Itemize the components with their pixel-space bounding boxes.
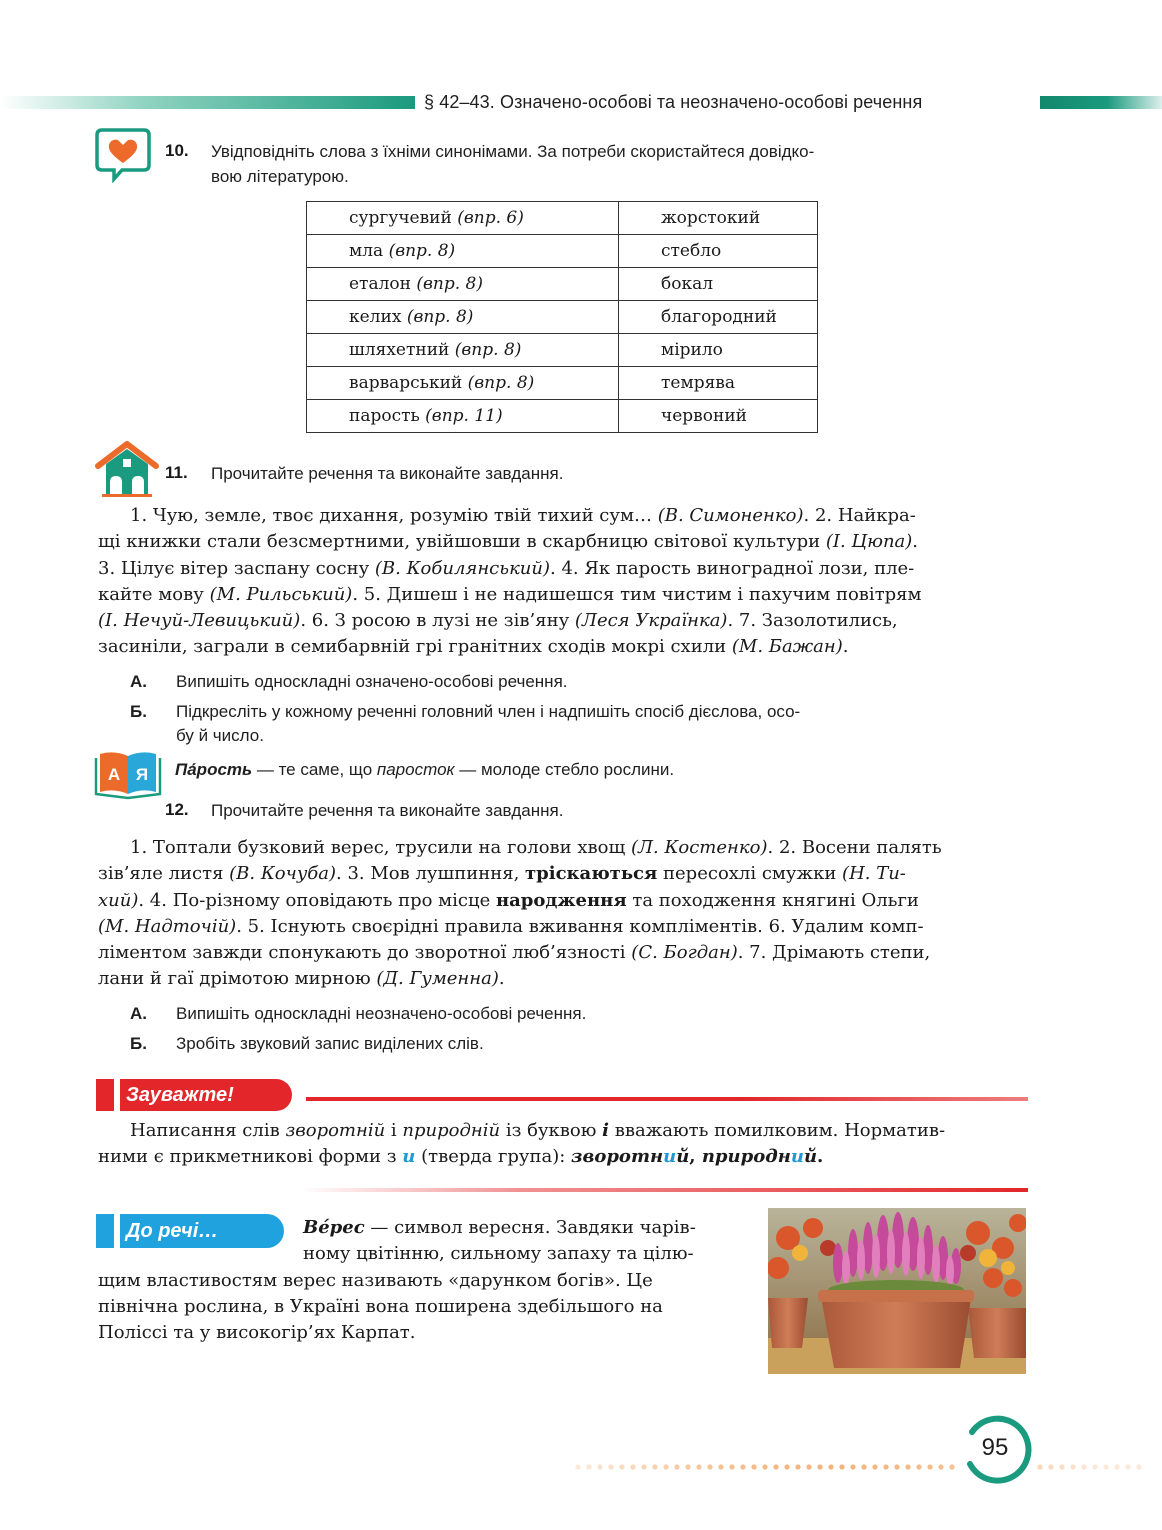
exercise-ref: (впр. 6) bbox=[457, 208, 524, 228]
table-row bbox=[307, 334, 818, 367]
house-icon bbox=[94, 440, 160, 498]
exercise-ref: (впр. 8) bbox=[416, 274, 483, 294]
task-12-sentences: 1. Топтали бузковий верес, трусили на голови хвощ (Л. Костенко). 2. Восени палять зів’яле листя (В. Кочуба). 3. Мов лушпиння, тріскаються пересохлі смужки (Н. Ти- хий). 4. По-різному оповідають про місце народження та походження княгині Ольги (М. Надточій). 5. Існують своєрідні правила вживання компліментів. 6. Удалим комп- ліментом завжди спонукають до зворотної люб’язності (С. Богдан). 7. Дрімають степи, лани й гаї дрімотою мирною (Д. Гуменна). bbox=[98, 837, 942, 990]
dictionary-entry: Па́рость — те саме, що паросток — молоде стебло рослини. bbox=[175, 760, 675, 779]
synonym-cell: благородний bbox=[619, 301, 818, 334]
page-number: 95 bbox=[981, 1434, 1009, 1461]
heather-photo bbox=[768, 1208, 1026, 1374]
synonym-cell: червоний bbox=[619, 400, 818, 433]
svg-text:Я: Я bbox=[135, 765, 149, 784]
header-decor-left bbox=[0, 96, 415, 109]
word: мла bbox=[349, 241, 384, 261]
page-number-badge bbox=[962, 1414, 1034, 1486]
synonyms-table bbox=[306, 201, 818, 433]
note-banner bbox=[96, 1079, 306, 1111]
note-rule-bottom bbox=[300, 1188, 1028, 1192]
word-cell bbox=[307, 367, 619, 400]
word-cell bbox=[307, 268, 619, 301]
exercise-ref: (впр. 8) bbox=[467, 373, 535, 393]
synonym-cell: темрява bbox=[619, 367, 818, 400]
task-11-text: Прочитайте речення та виконайте завдання. bbox=[211, 464, 564, 483]
word: сургучевий bbox=[349, 208, 452, 228]
word-cell bbox=[307, 301, 619, 334]
task-11-number: 11. bbox=[165, 463, 188, 482]
task-12-number: 12. bbox=[165, 800, 189, 819]
task-10-text-cont: вою літературою. bbox=[211, 167, 349, 186]
synonym-cell: бокал bbox=[619, 268, 818, 301]
word: шляхетний bbox=[349, 340, 450, 360]
word: парость bbox=[349, 406, 420, 426]
task-11-sentences: 1. Чую, земле, твоє дихання, розумію твій тихий сум… (В. Симоненко). 2. Найкра- щі книжки стали безсмертними, увійшовши в скарбницю світової культури (І. Цюпа). 3. Цілує вітер заспану сосну (В. Кобилянський). 4. Як парость виноградної лози, пле- кайте мову (М. Рильський). 5. Дишеш і не надишешся тим чистим і пахучим повітрям (І. Нечуй-Левицький). 6. З росою в лузі не зів’яну (Леся Українка). 7. Зазолотились, засиніли, заграли в семибарвній грі гранітних сходів мокрі схили (М. Бажан). bbox=[98, 505, 922, 658]
word: варварський bbox=[349, 373, 463, 393]
note-label: Зауважте! bbox=[120, 1079, 292, 1111]
fact-label: До речі… bbox=[120, 1214, 284, 1248]
word: еталон bbox=[349, 274, 411, 294]
word: келих bbox=[349, 307, 402, 327]
synonym-cell: стебло bbox=[619, 235, 818, 268]
task-10-text: Увідповідніть слова з їхніми синонімами. За потреби скористайтеся довідко- bbox=[211, 142, 815, 161]
task-10-number: 10. bbox=[165, 141, 189, 160]
svg-text:А: А bbox=[107, 765, 121, 784]
table-row bbox=[307, 400, 818, 433]
header-title: § 42–43. Означено-особові та неозначено-особові речення bbox=[424, 92, 923, 112]
table-row bbox=[307, 202, 818, 235]
heart-chat-icon bbox=[94, 127, 152, 183]
note-rule-top bbox=[306, 1097, 1028, 1101]
synonym-cell: жорстокий bbox=[619, 202, 818, 235]
exercise-ref: (впр. 8) bbox=[406, 307, 474, 327]
table-row bbox=[307, 268, 818, 301]
word-cell bbox=[307, 334, 619, 367]
word-cell bbox=[307, 400, 619, 433]
task-12-text: Прочитайте речення та виконайте завдання. bbox=[211, 801, 564, 820]
fact-text: Ве́рес — символ вересня. Завдяки чарів- ному цвітінню, сильному запаху та цілю- щим властивостям верес називають «дарунком богів». Це північна рослина, в Україні вона поширена здебільшого на Поліссі та у високогір’ях Карпат. bbox=[98, 1217, 696, 1344]
note-text: Написання слів зворотній і природній із буквою і вважають помилковим. Норматив- ними є прикметникові форми з и (тверда група): зворотний, природний. bbox=[98, 1120, 946, 1168]
table-row bbox=[307, 235, 818, 268]
exercise-ref: (впр. 8) bbox=[454, 340, 522, 360]
exercise-ref: (впр. 11) bbox=[425, 406, 503, 426]
synonym-cell: мірило bbox=[619, 334, 818, 367]
header-decor-right bbox=[1040, 96, 1162, 109]
table-row bbox=[307, 367, 818, 400]
table-row bbox=[307, 301, 818, 334]
word-cell bbox=[307, 235, 619, 268]
exercise-ref: (впр. 8) bbox=[388, 241, 456, 261]
dictionary-book-icon bbox=[94, 750, 162, 800]
word-cell bbox=[307, 202, 619, 235]
